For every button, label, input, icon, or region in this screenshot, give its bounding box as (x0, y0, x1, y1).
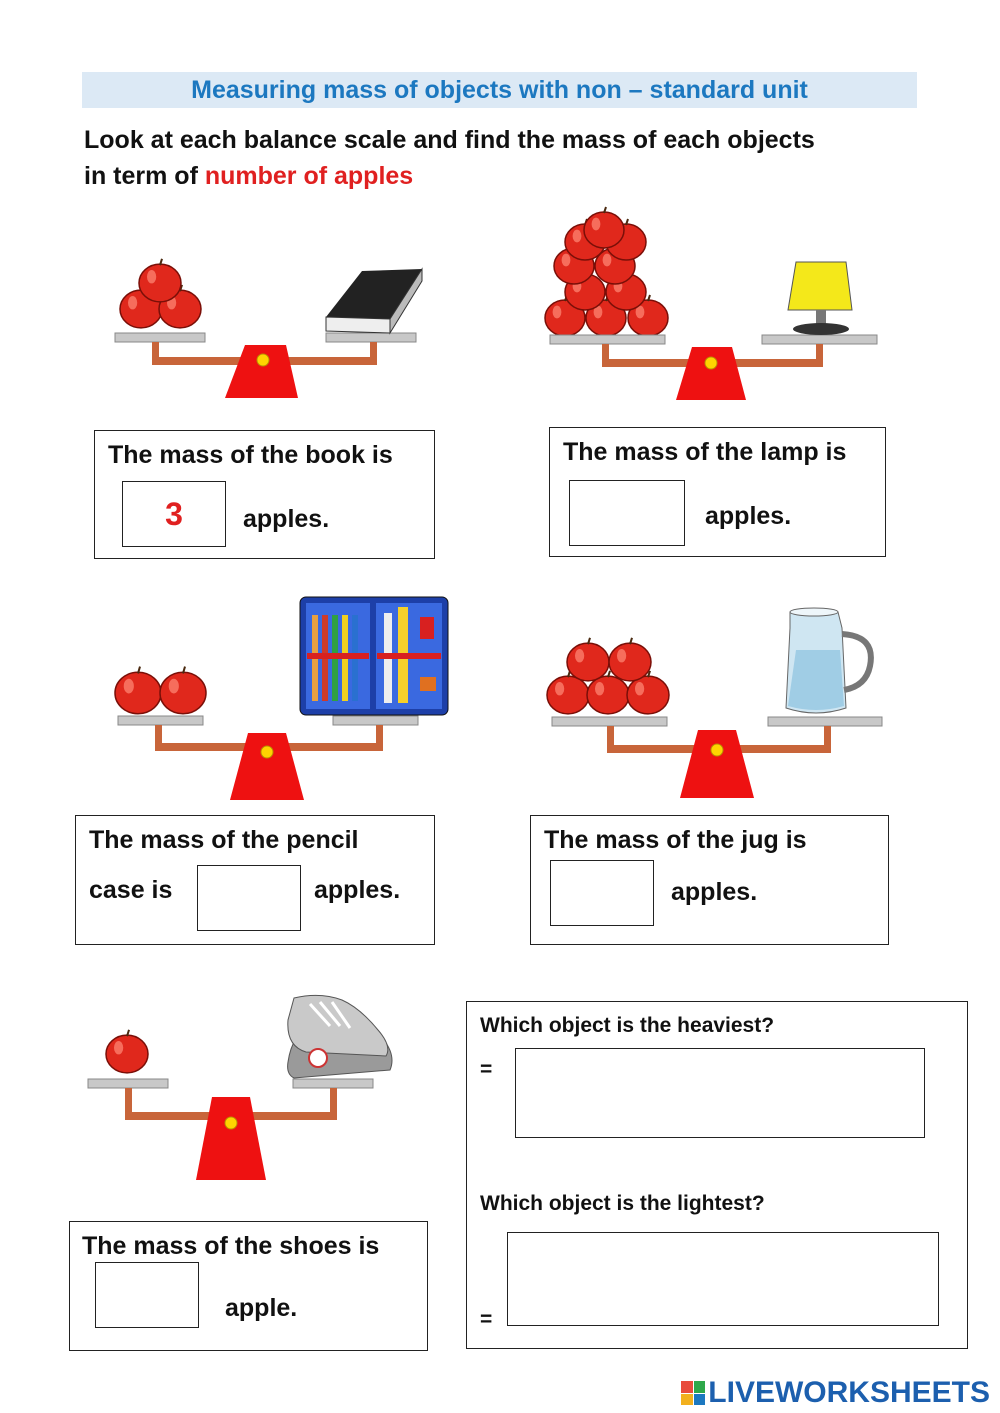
card-text-pencil-case: The mass of the pencil (89, 826, 359, 854)
answer-box-lamp[interactable] (569, 480, 685, 546)
balance-scale-shoes (80, 990, 410, 1185)
pivot-dot (225, 1117, 237, 1129)
page-title: Measuring mass of objects with non – standard unit (191, 76, 808, 104)
instruction-prefix: in term of (84, 162, 205, 190)
card-text-pencil-case-2: case is (89, 876, 173, 904)
answer-box-shoes[interactable] (95, 1262, 199, 1328)
left-pan (118, 716, 203, 725)
left-pan (88, 1079, 168, 1088)
lightest-answer-box[interactable] (507, 1232, 939, 1326)
answer-card-shoes (69, 1221, 428, 1351)
answer-box-pencil-case[interactable] (197, 865, 301, 931)
unit-label-pencil-case: apples. (314, 876, 401, 904)
apple-icon (609, 638, 651, 681)
apple-group-shoes (106, 1030, 148, 1073)
pivot-dot (261, 746, 273, 758)
book-icon (326, 269, 422, 333)
apple-icon (584, 207, 624, 248)
right-pan (326, 333, 416, 342)
answer-value-book: 3 (165, 495, 183, 532)
answer-card-lamp (549, 427, 886, 557)
liveworksheets-logo-icon (681, 1381, 705, 1405)
apple-group-book (120, 259, 201, 328)
balance-scale-lamp (540, 210, 890, 405)
unit-label-shoes: apple. (225, 1294, 298, 1322)
apple-icon (160, 667, 206, 714)
balance-scale-pencil-case (100, 595, 460, 805)
jug-icon (786, 608, 871, 713)
right-pan (293, 1079, 373, 1088)
equals-lightest: = (480, 1308, 493, 1331)
card-text-shoes: The mass of the shoes is (82, 1232, 380, 1260)
instructions (84, 122, 944, 194)
right-pan (333, 716, 418, 725)
apple-group-lamp (545, 207, 668, 336)
fulcrum (196, 1097, 266, 1180)
apple-icon (106, 1030, 148, 1073)
pivot-dot (705, 357, 717, 369)
left-pan (552, 717, 667, 726)
unit-label-jug: apples. (671, 878, 758, 906)
answer-card-jug (530, 815, 889, 945)
apple-icon (115, 667, 161, 714)
title-bar (82, 72, 917, 108)
answer-card-pencil-case (75, 815, 435, 945)
shoes-icon (288, 995, 392, 1078)
pivot-dot (711, 744, 723, 756)
card-text-book: The mass of the book is (108, 441, 393, 469)
unit-label-lamp: apples. (705, 502, 792, 530)
card-text-jug: The mass of the jug is (544, 826, 807, 854)
instruction-line-1: Look at each balance scale and find the mass of each objects (84, 126, 815, 154)
right-pan (768, 717, 882, 726)
heaviest-answer-box[interactable] (515, 1048, 925, 1138)
question-heaviest: Which object is the heaviest? (480, 1014, 775, 1037)
question-lightest: Which object is the lightest? (480, 1192, 765, 1215)
unit-label-book: apples. (243, 505, 330, 533)
comparison-panel (466, 1001, 968, 1349)
apple-icon (139, 259, 181, 302)
card-text-lamp: The mass of the lamp is (563, 438, 847, 466)
apple-group-jug (547, 638, 669, 714)
pencil-case-icon (300, 597, 448, 715)
instruction-line-2 (84, 158, 944, 194)
pivot-dot (257, 354, 269, 366)
fulcrum (225, 345, 298, 398)
liveworksheets-logo (681, 1376, 990, 1410)
fulcrum (680, 730, 754, 798)
answer-box-jug[interactable] (550, 860, 654, 926)
answer-card-book (94, 430, 435, 559)
logo-text: LIVEWORKSHEETS (708, 1376, 990, 1409)
apple-group-pencil-case (115, 667, 206, 714)
lamp-icon (788, 262, 852, 335)
left-pan (115, 333, 205, 342)
instruction-highlight: number of apples (204, 162, 414, 190)
balance-scale-book (100, 255, 440, 405)
answer-box-book[interactable] (122, 481, 226, 547)
balance-scale-jug (540, 600, 890, 805)
right-pan (762, 335, 877, 344)
fulcrum (676, 347, 746, 400)
equals-heaviest: = (480, 1058, 493, 1081)
apple-icon (567, 638, 609, 681)
left-pan (550, 335, 665, 344)
